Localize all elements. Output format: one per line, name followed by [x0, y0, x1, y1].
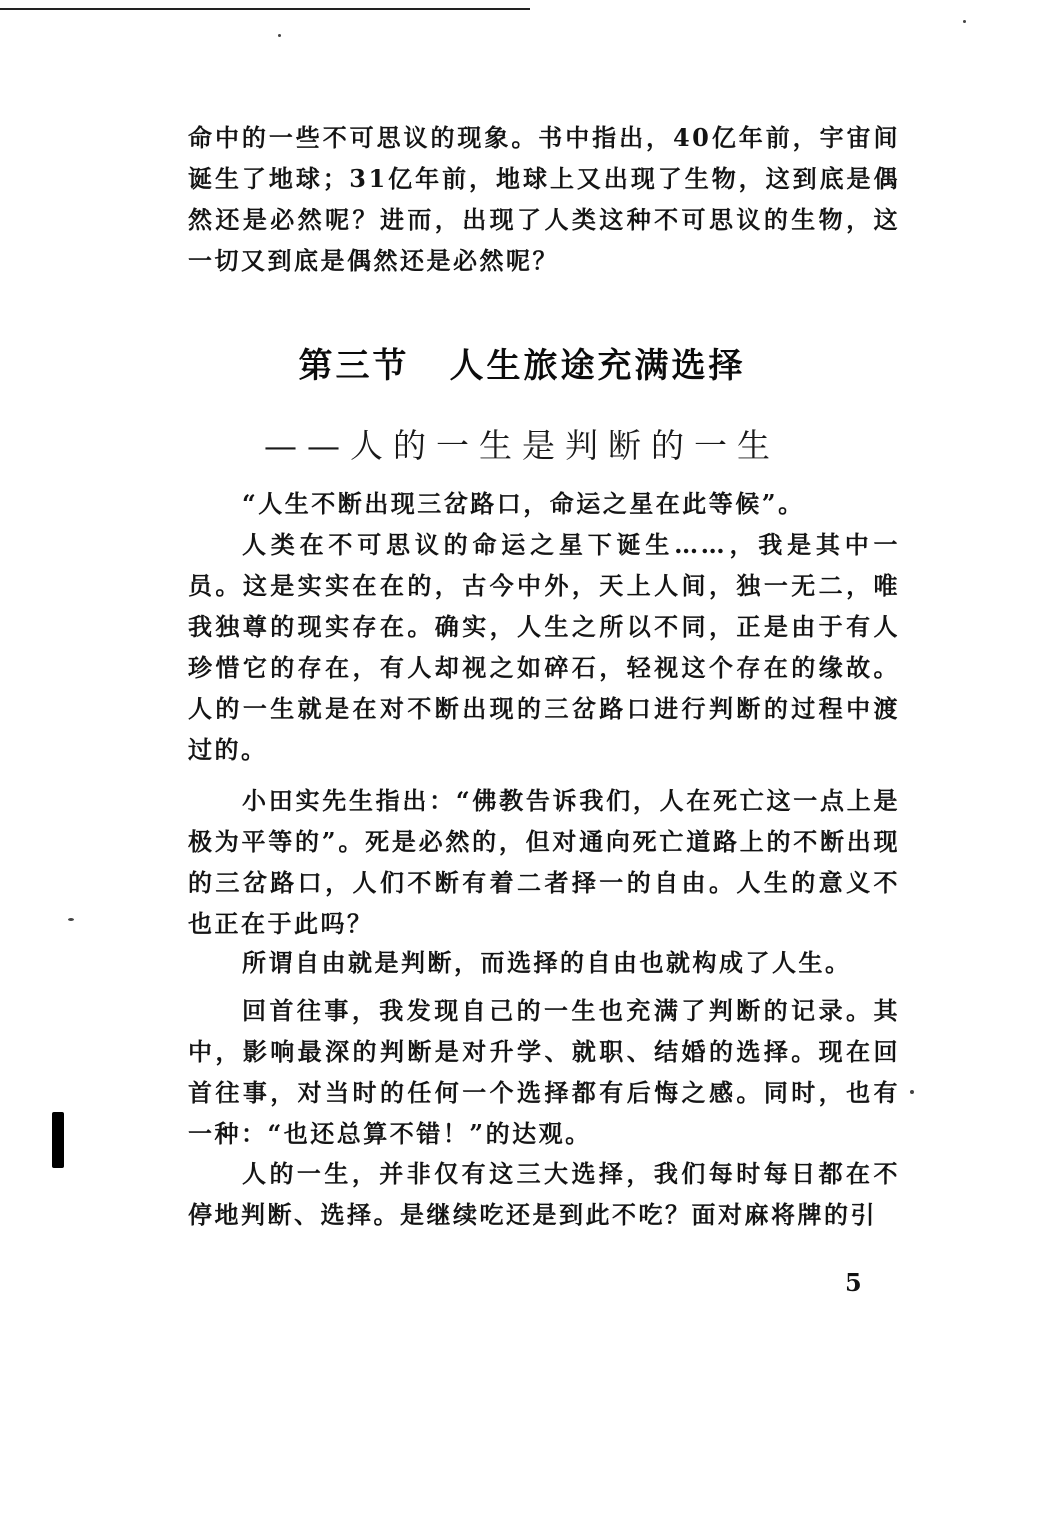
paragraph-intro: 命中的一些不可思议的现象。书中指出，40亿年前，宇宙间诞生了地球；31亿年前，地球上又出现了生物，这到底是偶然还是必然呢？进而，出现了人类这种不可思议的生物，这一切又到底是偶然还是必然呢？	[188, 123, 900, 275]
paragraph-quote: “人生不断出现三岔路口，命运之星在此等候”。	[242, 489, 805, 518]
scan-speck	[278, 34, 281, 37]
section-title: 人生旅途充满选择	[449, 346, 746, 386]
section-subtitle: ——人的一生是判断的一生	[264, 426, 780, 465]
paragraph-destiny: 人类在不可思议的命运之星下诞生……，我是其中一员。这是实实在在的，古今中外，天上人间，独一无二，唯我独尊的现实存在。确实，人生之所以不同，正是由于有人珍惜它的存在，有人却视之如碎石，轻视这个存在的缘故。人的一生就是在对不断出现的三岔路口进行判断的过程中渡过的。	[188, 530, 900, 764]
top-rule	[0, 8, 530, 10]
section-heading	[0, 338, 1044, 387]
paragraph-choices: 人的一生，并非仅有这三大选择，我们每时每日都在不停地判断、选择。是继续吃还是到此不吃？面对麻将牌的引	[188, 1159, 900, 1229]
scan-mark	[52, 1112, 64, 1168]
page-number: 5	[845, 1268, 862, 1297]
paragraph-freedom: 所谓自由就是判断，而选择的自由也就构成了人生。	[242, 948, 852, 977]
paragraph-looking-back: 回首往事，我发现自己的一生也充满了判断的记录。其中，影响最深的判断是对升学、就职、结婚的选择。现在回首往事，对当时的任何一个选择都有后悔之感。同时，也有一种：“也还总算不错！”的达观。	[188, 996, 900, 1148]
scan-speck	[963, 20, 966, 23]
scan-speck	[68, 918, 74, 921]
paragraph-buddhism: 小田实先生指出：“佛教告诉我们，人在死亡这一点上是极为平等的”。死是必然的，但对通向死亡道路上的不断出现的三岔路口，人们不断有着二者择一的自由。人生的意义不也正在于此吗？	[188, 786, 900, 938]
scan-speck	[910, 1090, 914, 1094]
section-number: 第三节	[298, 346, 410, 386]
